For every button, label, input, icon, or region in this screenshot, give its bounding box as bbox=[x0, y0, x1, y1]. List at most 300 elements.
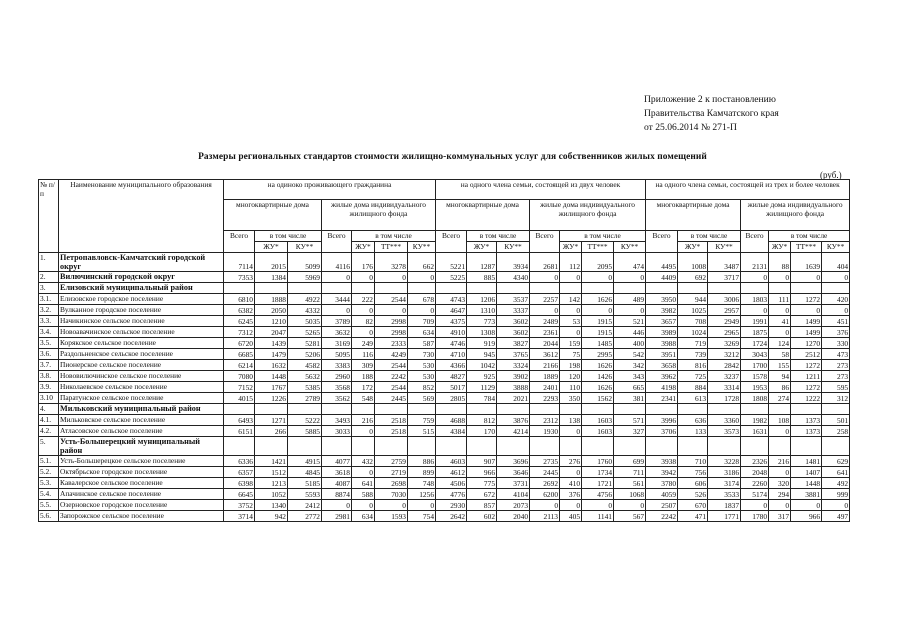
table-row bbox=[39, 283, 850, 294]
row-value: 1141 bbox=[582, 511, 614, 522]
row-value: 6720 bbox=[224, 338, 255, 349]
header-name: Наименование муниципального образования bbox=[59, 180, 224, 253]
row-value: 3876 bbox=[497, 415, 530, 426]
row-num: 2. bbox=[39, 272, 59, 283]
row-value bbox=[408, 437, 436, 456]
row-value: 330 bbox=[822, 338, 850, 349]
row-value bbox=[646, 404, 678, 415]
row-value bbox=[497, 283, 530, 294]
row-value: 1481 bbox=[791, 456, 822, 467]
row-value: 2257 bbox=[530, 294, 560, 305]
row-value: 966 bbox=[467, 467, 497, 478]
row-value: 665 bbox=[614, 382, 646, 393]
row-value: 410 bbox=[560, 478, 582, 489]
row-value: 1340 bbox=[255, 500, 288, 511]
row-name: Вулканное городское поселение bbox=[59, 305, 224, 316]
row-value: 4827 bbox=[436, 371, 467, 382]
row-value: 0 bbox=[582, 272, 614, 283]
row-value: 2789 bbox=[288, 393, 322, 404]
row-value: 6810 bbox=[224, 294, 255, 305]
table-row bbox=[39, 393, 850, 404]
row-value: 3324 bbox=[497, 360, 530, 371]
table-row bbox=[39, 489, 850, 500]
row-value: 907 bbox=[467, 456, 497, 467]
row-value: 710 bbox=[678, 456, 708, 467]
row-value: 542 bbox=[614, 349, 646, 360]
row-num: 5.3. bbox=[39, 478, 59, 489]
row-value: 1803 bbox=[741, 294, 769, 305]
row-value bbox=[224, 404, 255, 415]
row-value bbox=[678, 283, 708, 294]
row-value: 773 bbox=[467, 316, 497, 327]
row-value: 0 bbox=[530, 272, 560, 283]
row-value: 216 bbox=[352, 415, 375, 426]
row-value: 473 bbox=[822, 349, 850, 360]
row-value bbox=[708, 437, 741, 456]
row-value: 0 bbox=[560, 272, 582, 283]
row-value: 3950 bbox=[646, 294, 678, 305]
row-value: 634 bbox=[408, 327, 436, 338]
table-row bbox=[39, 371, 850, 382]
row-value: 0 bbox=[408, 500, 436, 511]
header-group-2: на одного члена семьи, состоящей из двух человек bbox=[436, 180, 646, 200]
row-value: 1499 bbox=[791, 316, 822, 327]
row-value: 1129 bbox=[467, 382, 497, 393]
row-value: 1373 bbox=[791, 426, 822, 437]
row-value: 6645 bbox=[224, 489, 255, 500]
row-value bbox=[375, 283, 408, 294]
row-value: 6151 bbox=[224, 426, 255, 437]
row-value: 636 bbox=[678, 415, 708, 426]
row-value: 2544 bbox=[375, 360, 408, 371]
row-name: Нововилючинское сельское поселение bbox=[59, 371, 224, 382]
row-value: 2445 bbox=[530, 467, 560, 478]
row-name: Октябрьское городское поселение bbox=[59, 467, 224, 478]
row-value: 1562 bbox=[582, 393, 614, 404]
row-value: 4214 bbox=[497, 426, 530, 437]
row-value: 222 bbox=[352, 294, 375, 305]
row-value: 53 bbox=[560, 316, 582, 327]
row-value: 756 bbox=[678, 467, 708, 478]
row-value: 775 bbox=[467, 478, 497, 489]
row-value: 530 bbox=[408, 371, 436, 382]
row-value: 2044 bbox=[530, 338, 560, 349]
row-value: 489 bbox=[614, 294, 646, 305]
row-value: 0 bbox=[614, 272, 646, 283]
row-value: 812 bbox=[467, 415, 497, 426]
row-value bbox=[255, 283, 288, 294]
row-value bbox=[408, 404, 436, 415]
row-num: 3.4. bbox=[39, 327, 59, 338]
row-value: 999 bbox=[822, 489, 850, 500]
row-value: 0 bbox=[352, 305, 375, 316]
row-value bbox=[255, 437, 288, 456]
header-total: Всего bbox=[224, 231, 255, 253]
header-num: № п/п bbox=[39, 180, 59, 253]
row-value: 2544 bbox=[375, 382, 408, 393]
row-value bbox=[769, 437, 791, 456]
row-value: 446 bbox=[614, 327, 646, 338]
row-value bbox=[678, 437, 708, 456]
row-value: 3706 bbox=[646, 426, 678, 437]
row-value: 3989 bbox=[646, 327, 678, 338]
row-value: 7353 bbox=[224, 272, 255, 283]
row-value: 0 bbox=[352, 272, 375, 283]
row-value: 6336 bbox=[224, 456, 255, 467]
row-value: 2805 bbox=[436, 393, 467, 404]
row-value: 5035 bbox=[288, 316, 322, 327]
row-value: 2361 bbox=[530, 327, 560, 338]
row-value: 3888 bbox=[497, 382, 530, 393]
row-value: 1210 bbox=[255, 316, 288, 327]
appendix-block bbox=[644, 93, 779, 135]
row-value: 312 bbox=[822, 393, 850, 404]
row-value: 0 bbox=[614, 500, 646, 511]
row-value: 0 bbox=[741, 305, 769, 316]
row-value: 4743 bbox=[436, 294, 467, 305]
row-value bbox=[741, 437, 769, 456]
row-value: 5174 bbox=[741, 489, 769, 500]
row-name: Раздольненское сельское поселение bbox=[59, 349, 224, 360]
row-name: Апачинское сельское поселение bbox=[59, 489, 224, 500]
row-num: 3.10 bbox=[39, 393, 59, 404]
row-value: 4366 bbox=[436, 360, 467, 371]
row-value bbox=[769, 283, 791, 294]
row-value: 7080 bbox=[224, 371, 255, 382]
row-value: 0 bbox=[530, 305, 560, 316]
row-value: 120 bbox=[560, 371, 582, 382]
row-value bbox=[497, 437, 530, 456]
row-value: 6357 bbox=[224, 467, 255, 478]
row-name: Кавалерское сельское поселение bbox=[59, 478, 224, 489]
row-value: 1700 bbox=[741, 360, 769, 371]
row-name: Начикинское сельское поселение bbox=[59, 316, 224, 327]
row-value: 327 bbox=[614, 426, 646, 437]
row-value: 474 bbox=[614, 253, 646, 272]
row-value: 3752 bbox=[224, 500, 255, 511]
row-value: 3314 bbox=[708, 382, 741, 393]
row-value: 526 bbox=[678, 489, 708, 500]
header-total: Всего bbox=[646, 231, 678, 253]
table-row bbox=[39, 404, 850, 415]
row-value: 816 bbox=[678, 360, 708, 371]
table-row bbox=[39, 349, 850, 360]
row-value bbox=[497, 404, 530, 415]
row-value bbox=[582, 404, 614, 415]
row-value: 2507 bbox=[646, 500, 678, 511]
row-value: 784 bbox=[467, 393, 497, 404]
row-value: 3618 bbox=[322, 467, 352, 478]
row-value: 4384 bbox=[436, 426, 467, 437]
row-value: 170 bbox=[467, 426, 497, 437]
header-group-1: на одиноко проживающего гражданина bbox=[224, 180, 436, 200]
row-value: 857 bbox=[467, 500, 497, 511]
row-value: 0 bbox=[375, 272, 408, 283]
header-izhs: жилые дома индивидуального жилищного фонда bbox=[322, 200, 436, 231]
row-value: 2930 bbox=[436, 500, 467, 511]
header-total: Всего bbox=[741, 231, 769, 253]
row-value: 172 bbox=[352, 382, 375, 393]
row-value: 4647 bbox=[436, 305, 467, 316]
row-value: 1915 bbox=[582, 327, 614, 338]
row-value: 2131 bbox=[741, 253, 769, 272]
table-row bbox=[39, 426, 850, 437]
row-value: 595 bbox=[822, 382, 850, 393]
header-incl: в том числе bbox=[560, 231, 646, 242]
row-value: 309 bbox=[352, 360, 375, 371]
row-value: 3337 bbox=[497, 305, 530, 316]
appendix-line: Правительства Камчатского края bbox=[644, 108, 779, 119]
row-value: 1721 bbox=[582, 478, 614, 489]
row-value: 3962 bbox=[646, 371, 678, 382]
row-value: 852 bbox=[408, 382, 436, 393]
row-value: 2518 bbox=[375, 426, 408, 437]
row-value: 2073 bbox=[497, 500, 530, 511]
row-value: 759 bbox=[408, 415, 436, 426]
row-value: 3658 bbox=[646, 360, 678, 371]
row-value: 0 bbox=[769, 327, 791, 338]
row-value: 3493 bbox=[322, 415, 352, 426]
row-value: 678 bbox=[408, 294, 436, 305]
row-value: 6685 bbox=[224, 349, 255, 360]
row-value: 2512 bbox=[791, 349, 822, 360]
row-value: 216 bbox=[769, 456, 791, 467]
row-value: 692 bbox=[678, 272, 708, 283]
row-value bbox=[560, 437, 582, 456]
row-value: 2735 bbox=[530, 456, 560, 467]
row-value: 2960 bbox=[322, 371, 352, 382]
row-value: 4506 bbox=[436, 478, 467, 489]
row-value: 1626 bbox=[582, 294, 614, 305]
row-value: 2326 bbox=[741, 456, 769, 467]
row-value: 1953 bbox=[741, 382, 769, 393]
row-value: 548 bbox=[352, 393, 375, 404]
row-value: 0 bbox=[822, 305, 850, 316]
row-value: 2692 bbox=[530, 478, 560, 489]
row-value: 1421 bbox=[255, 456, 288, 467]
header-zhu: ЖУ* bbox=[467, 242, 497, 253]
row-value: 4015 bbox=[224, 393, 255, 404]
row-value: 4077 bbox=[322, 456, 352, 467]
row-value bbox=[582, 437, 614, 456]
row-value bbox=[467, 283, 497, 294]
row-num: 3.2. bbox=[39, 305, 59, 316]
row-value: 1578 bbox=[741, 371, 769, 382]
row-value: 3942 bbox=[646, 467, 678, 478]
row-value: 2015 bbox=[255, 253, 288, 272]
row-value: 5385 bbox=[288, 382, 322, 393]
row-value: 343 bbox=[614, 371, 646, 382]
row-value: 7312 bbox=[224, 327, 255, 338]
row-value: 670 bbox=[678, 500, 708, 511]
row-value: 606 bbox=[678, 478, 708, 489]
row-value: 420 bbox=[822, 294, 850, 305]
header-mkd: многоквартирные дома bbox=[436, 200, 530, 231]
table-row bbox=[39, 360, 850, 371]
row-value bbox=[614, 283, 646, 294]
row-value: 1025 bbox=[678, 305, 708, 316]
row-value: 266 bbox=[255, 426, 288, 437]
row-value: 1499 bbox=[791, 327, 822, 338]
row-value: 5969 bbox=[288, 272, 322, 283]
row-value: 2040 bbox=[497, 511, 530, 522]
row-value: 672 bbox=[467, 489, 497, 500]
header-tt: ТТ*** bbox=[791, 242, 822, 253]
row-value: 350 bbox=[560, 393, 582, 404]
row-value: 1930 bbox=[530, 426, 560, 437]
row-value: 2544 bbox=[375, 294, 408, 305]
row-name: Озерновское городское поселение bbox=[59, 500, 224, 511]
row-value: 3360 bbox=[708, 415, 741, 426]
row-value: 3186 bbox=[708, 467, 741, 478]
row-value: 1626 bbox=[582, 360, 614, 371]
header-row bbox=[39, 180, 850, 200]
row-value bbox=[322, 404, 352, 415]
header-mkd: многоквартирные дома bbox=[646, 200, 741, 231]
row-value bbox=[352, 283, 375, 294]
row-value: 0 bbox=[582, 305, 614, 316]
row-value: 1042 bbox=[467, 360, 497, 371]
row-value: 739 bbox=[678, 349, 708, 360]
row-value: 138 bbox=[560, 415, 582, 426]
row-value: 4612 bbox=[436, 467, 467, 478]
row-value: 5185 bbox=[288, 478, 322, 489]
row-value: 3765 bbox=[497, 349, 530, 360]
table-row bbox=[39, 305, 850, 316]
row-value: 4104 bbox=[497, 489, 530, 500]
row-value: 1875 bbox=[741, 327, 769, 338]
row-value bbox=[352, 437, 375, 456]
row-num: 5.2. bbox=[39, 467, 59, 478]
row-value: 2681 bbox=[530, 253, 560, 272]
row-value: 711 bbox=[614, 467, 646, 478]
row-value: 2759 bbox=[375, 456, 408, 467]
row-value: 4582 bbox=[288, 360, 322, 371]
row-value: 0 bbox=[769, 500, 791, 511]
row-value: 0 bbox=[769, 426, 791, 437]
row-value: 6493 bbox=[224, 415, 255, 426]
row-value: 3996 bbox=[646, 415, 678, 426]
table-row bbox=[39, 253, 850, 272]
row-value: 1448 bbox=[255, 371, 288, 382]
row-value: 1008 bbox=[678, 253, 708, 272]
row-value: 320 bbox=[769, 478, 791, 489]
row-num: 4. bbox=[39, 404, 59, 415]
row-value: 730 bbox=[408, 349, 436, 360]
header-zhu: ЖУ* bbox=[769, 242, 791, 253]
row-value: 1888 bbox=[255, 294, 288, 305]
table-row bbox=[39, 316, 850, 327]
row-value: 116 bbox=[352, 349, 375, 360]
row-value: 3169 bbox=[322, 338, 352, 349]
row-value: 3714 bbox=[224, 511, 255, 522]
row-value bbox=[288, 404, 322, 415]
row-value: 521 bbox=[614, 316, 646, 327]
row-value bbox=[791, 437, 822, 456]
row-value: 4116 bbox=[322, 253, 352, 272]
row-value: 155 bbox=[769, 360, 791, 371]
row-value: 3982 bbox=[646, 305, 678, 316]
row-num: 5. bbox=[39, 437, 59, 456]
row-value: 1272 bbox=[791, 360, 822, 371]
row-value: 274 bbox=[769, 393, 791, 404]
row-value: 0 bbox=[560, 500, 582, 511]
appendix-line: Приложение 2 к постановлению bbox=[644, 94, 776, 105]
header-total: Всего bbox=[322, 231, 352, 253]
row-value: 400 bbox=[614, 338, 646, 349]
table-row bbox=[39, 294, 850, 305]
row-value: 0 bbox=[791, 305, 822, 316]
row-value: 1211 bbox=[791, 371, 822, 382]
row-value: 629 bbox=[822, 456, 850, 467]
row-value: 1603 bbox=[582, 415, 614, 426]
table-row bbox=[39, 382, 850, 393]
row-value: 1308 bbox=[467, 327, 497, 338]
row-value: 258 bbox=[822, 426, 850, 437]
row-value: 8874 bbox=[322, 489, 352, 500]
document-title: Размеры региональных стандартов стоимости жилищно-коммунальных услуг для собственников жилых помещений bbox=[198, 152, 707, 162]
row-value: 886 bbox=[408, 456, 436, 467]
header-tt: ТТ*** bbox=[582, 242, 614, 253]
row-value: 5099 bbox=[288, 253, 322, 272]
row-value: 6398 bbox=[224, 478, 255, 489]
table-row bbox=[39, 511, 850, 522]
row-value: 4910 bbox=[436, 327, 467, 338]
row-value: 4915 bbox=[288, 456, 322, 467]
row-num: 5.4. bbox=[39, 489, 59, 500]
row-value: 5017 bbox=[436, 382, 467, 393]
row-value: 2312 bbox=[530, 415, 560, 426]
row-value: 88 bbox=[769, 253, 791, 272]
row-value: 1512 bbox=[255, 467, 288, 478]
row-value: 3632 bbox=[322, 327, 352, 338]
row-value: 662 bbox=[408, 253, 436, 272]
row-value: 3780 bbox=[646, 478, 678, 489]
header-zhu: ЖУ* bbox=[352, 242, 375, 253]
row-value: 2095 bbox=[582, 253, 614, 272]
row-value: 1426 bbox=[582, 371, 614, 382]
row-value: 3237 bbox=[708, 371, 741, 382]
row-value: 1780 bbox=[741, 511, 769, 522]
row-num: 3.7. bbox=[39, 360, 59, 371]
row-name: Мильковский муниципальный район bbox=[59, 404, 224, 415]
row-value: 381 bbox=[614, 393, 646, 404]
header-incl: в том числе bbox=[255, 231, 322, 242]
row-value: 1485 bbox=[582, 338, 614, 349]
row-value: 1837 bbox=[708, 500, 741, 511]
row-value: 4495 bbox=[646, 253, 678, 272]
table-row bbox=[39, 467, 850, 478]
row-value: 4059 bbox=[646, 489, 678, 500]
row-value: 2113 bbox=[530, 511, 560, 522]
row-name: Вилючинский городской округ bbox=[59, 272, 224, 283]
row-value: 3174 bbox=[708, 478, 741, 489]
row-value bbox=[678, 404, 708, 415]
row-value: 1384 bbox=[255, 272, 288, 283]
row-name: Паратунское сельское поселение bbox=[59, 393, 224, 404]
row-value: 709 bbox=[408, 316, 436, 327]
row-value: 885 bbox=[467, 272, 497, 283]
row-value bbox=[822, 404, 850, 415]
row-num: 3.9. bbox=[39, 382, 59, 393]
row-value: 432 bbox=[352, 456, 375, 467]
row-value: 7114 bbox=[224, 253, 255, 272]
row-value: 1991 bbox=[741, 316, 769, 327]
row-value: 5221 bbox=[436, 253, 467, 272]
row-value: 2998 bbox=[375, 327, 408, 338]
row-value: 3269 bbox=[708, 338, 741, 349]
row-name: Елизовский муниципальный район bbox=[59, 283, 224, 294]
